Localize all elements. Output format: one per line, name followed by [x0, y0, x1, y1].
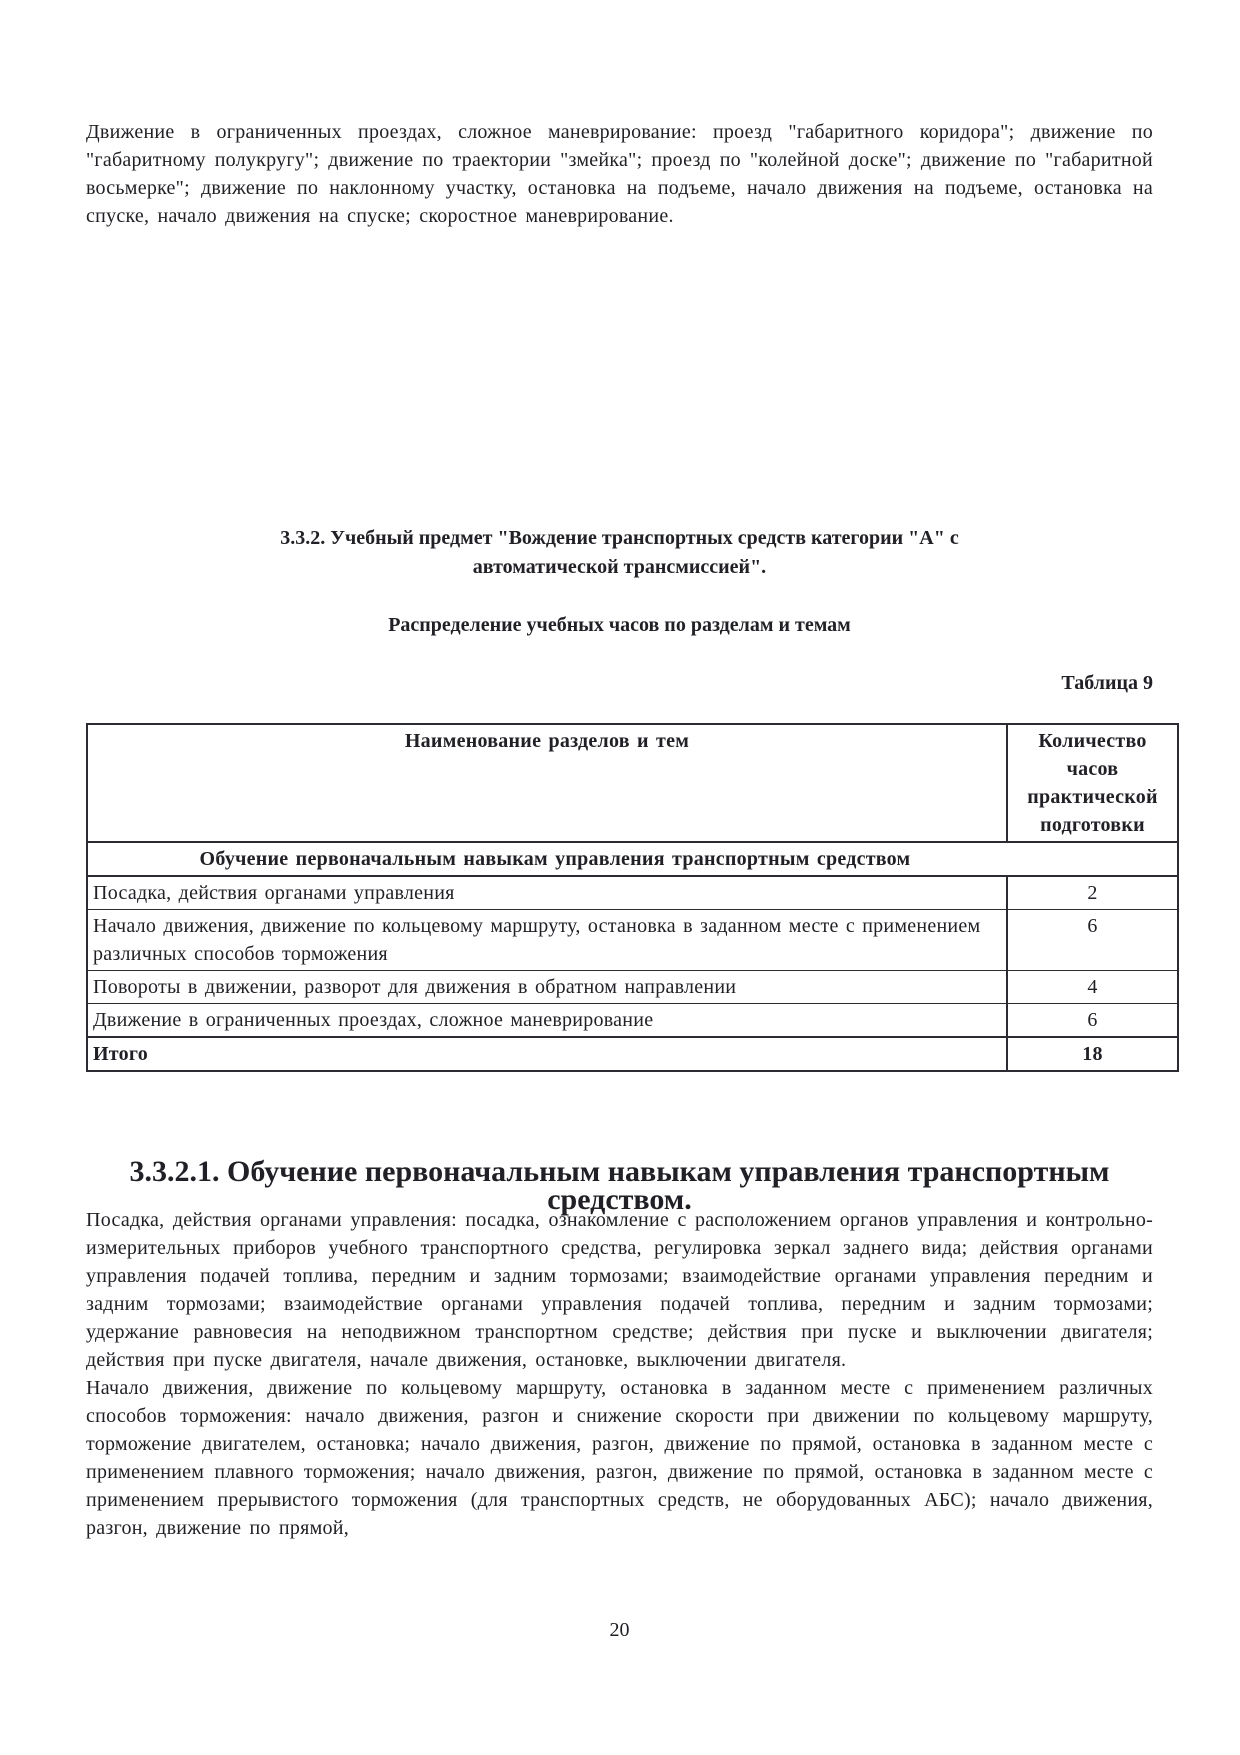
section-heading-text: 3.3.2. Учебный предмет "Вождение транспортных средств категории "А" с автоматической трансмиссией".: [280, 527, 959, 578]
subsection-body: [86, 1206, 1153, 1542]
table-caption: Таблица 9: [1061, 672, 1153, 694]
row-topic: Повороты в движении, разворот для движения в обратном направлении: [87, 971, 1007, 1004]
row-hours: 6: [1007, 1004, 1178, 1038]
subsection-heading: 3.3.2.1. Обучение первоначальным навыкам управления транспортным средством.: [129, 1155, 1110, 1216]
subsection-paragraph-2: Начало движения, движение по кольцевому маршруту, остановка в заданном месте с применением различных способов торможения: начало движения, разгон и снижение скорости при движении по кольцевому маршруту, торможение двигателем, остановка; начало движения, разгон, движение по прямой, остановка в заданном месте с применением плавного торможения; начало движения, разгон, движение по прямой, остановка в заданном месте с применением прерывистого торможения (для транспортных средств, не оборудованных АБС); начало движения, разгон, движение по прямой,: [86, 1377, 1153, 1539]
table-header-row: [87, 724, 1178, 842]
intro-paragraph: Движение в ограниченных проездах, сложное маневрирование: проезд "габаритного коридора"; движение по "габаритному полукругу"; движение по траектории "змейка"; проезд по "колейной доске"; движение по "габаритной восьмерке"; движение по наклонному участку, остановка на подъеме, начало движения на подъеме, остановка на спуске, начало движения на спуске; скоростное маневрирование.: [86, 121, 1153, 227]
table-group-row: [87, 842, 1178, 876]
table-total-row: [87, 1037, 1178, 1071]
table-row: [87, 910, 1178, 971]
hours-distribution-table: [86, 723, 1179, 1072]
table-row: [87, 876, 1178, 910]
page-number: 20: [609, 1619, 630, 1641]
row-topic: Посадка, действия органами управления: [87, 876, 1007, 910]
row-hours: 4: [1007, 971, 1178, 1004]
column-header-topics: Наименование разделов и тем: [87, 724, 1007, 842]
distribution-subtitle: Распределение учебных часов по разделам и темам: [388, 614, 851, 636]
group-row-label: Обучение первоначальным навыкам управления транспортным средством: [87, 842, 1178, 876]
subsection-paragraph-1: Посадка, действия органами управления: посадка, ознакомление с расположением органов управления и контрольно-измерительных приборов учебного транспортного средства, регулировка зеркал заднего вида; действия органами управления подачей топлива, передним и задним тормозами; взаимодействие органами управления передним и задним тормозами; взаимодействие органами управления подачей топлива, передним и задним тормозами; удержание равновесия на неподвижном транспортном средстве; действия при пуске и выключении двигателя; действия при пуске двигателя, начале движения, остановке, выключении двигателя.: [86, 1209, 1153, 1371]
row-topic: Начало движения, движение по кольцевому маршруту, остановка в заданном месте с применением различных способов торможения: [87, 910, 1007, 971]
row-topic: Движение в ограниченных проездах, сложное маневрирование: [87, 1004, 1007, 1038]
total-label: Итого: [87, 1037, 1007, 1071]
table-row: [87, 971, 1178, 1004]
row-hours: 6: [1007, 910, 1178, 971]
table-row: [87, 1004, 1178, 1038]
total-hours: 18: [1007, 1037, 1178, 1071]
section-heading: [86, 524, 1153, 582]
column-header-hours: Количество часов практической подготовки: [1007, 724, 1178, 842]
row-hours: 2: [1007, 876, 1178, 910]
